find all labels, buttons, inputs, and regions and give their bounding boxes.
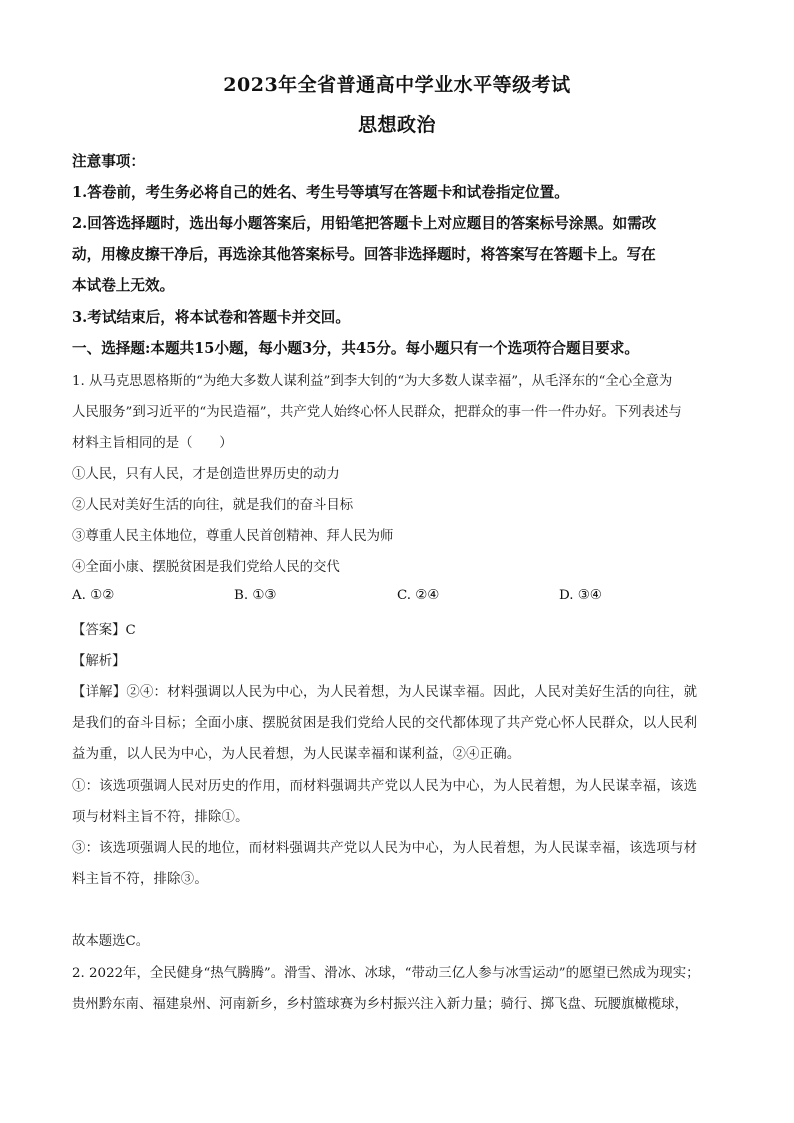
q1-statement-3: ③尊重人民主体地位，尊重人民首创精神、拜人民为师 [72,529,394,544]
q1-statement-2: ②人民对美好生活的向往，就是我们的奋斗目标 [72,498,354,513]
q1-option-d: D. ③④ [559,588,602,603]
q1-option-c: C. ②④ [397,588,440,603]
q2-stem-line-1: 2. 2022年，全民健身“热气腾腾”。滑雪、滑冰、冰球，“带动三亿人参与冰雪运动”的愿望已然成为现实； [72,966,700,981]
q1-statement-1: ①人民，只有人民，才是创造世界历史的动力 [72,467,340,482]
q1-analysis-label: 【解析】 [72,654,126,669]
q1-detail-line-6: ③：该选项强调人民的地位，而材料强调共产党以人民为中心，为人民着想，为人民谋幸福，该选项与材 [72,841,698,856]
q1-detail-line-1: 【详解】②④：材料强调以人民为中心，为人民着想，为人民谋幸福。因此，人民对美好生活的向往，就 [72,685,698,700]
q1-option-b: B. ①③ [234,588,277,603]
exam-subject: 思想政治 [357,114,436,136]
q1-stem-line-1: 1. 从马克思恩格斯的“为绝大多数人谋利益”到李大钊的“为大多数人谋幸福”，从毛泽东的“全心全意为 [72,374,673,389]
q1-answer: 【答案】C [72,623,136,638]
q1-conclusion: 故本题选C。 [72,934,150,949]
q1-statement-4: ④全面小康、摆脱贫困是我们党给人民的交代 [72,560,340,575]
notes-heading: 注意事项： [72,153,145,170]
note-1: 1.答卷前，考生务必将自己的姓名、考生号等填写在答题卡和试卷指定位置。 [72,184,569,201]
q1-option-a: A. ①② [72,588,115,603]
q1-detail-line-5: 项与材料主旨不符，排除①。 [72,810,249,825]
exam-title: 2023年全省普通高中学业水平等级考试 [223,74,571,96]
section-1-heading: 一、选择题:本题共15小题，每小题3分，共45分。每小题只有一个选项符合题目要求。 [72,340,639,357]
q1-detail-line-7: 料主旨不符，排除③。 [72,872,208,887]
note-2-line-3: 本试卷上无效。 [72,277,175,294]
q1-detail-line-4: ①：该选项强调人民对历史的作用，而材料强调共产党以人民为中心，为人民着想，为人民谋幸福，该选 [72,779,698,794]
note-3: 3.考试结束后，将本试卷和答题卡并交回。 [72,309,350,326]
note-2-line-1: 2.回答选择题时，选出每小题答案后，用铅笔把答题卡上对应题目的答案标号涂黑。如需改 [72,215,657,232]
q1-detail-line-2: 是我们的奋斗目标；全面小康、摆脱贫困是我们党给人民的交代都体现了共产党心怀人民群众，以人民利 [72,716,698,731]
q2-stem-line-2: 贵州黔东南、福建泉州、河南新乡，乡村篮球赛为乡村振兴注入新力量；骑行、掷飞盘、玩腰旗橄榄球， [72,997,688,1012]
q1-stem-line-3: 材料主旨相同的是（ ） [72,436,233,451]
q1-detail-line-3: 益为重，以人民为中心，为人民着想，为人民谋幸福和谋利益，②④正确。 [72,747,521,762]
q1-stem-line-2: 人民服务”到习近平的“为民造福”，共产党人始终心怀人民群众，把群众的事一件一件办好。下列表述与 [72,405,682,420]
note-2-line-2: 动，用橡皮擦干净后，再选涂其他答案标号。回答非选择题时，将答案写在答题卡上。写在 [72,246,656,263]
